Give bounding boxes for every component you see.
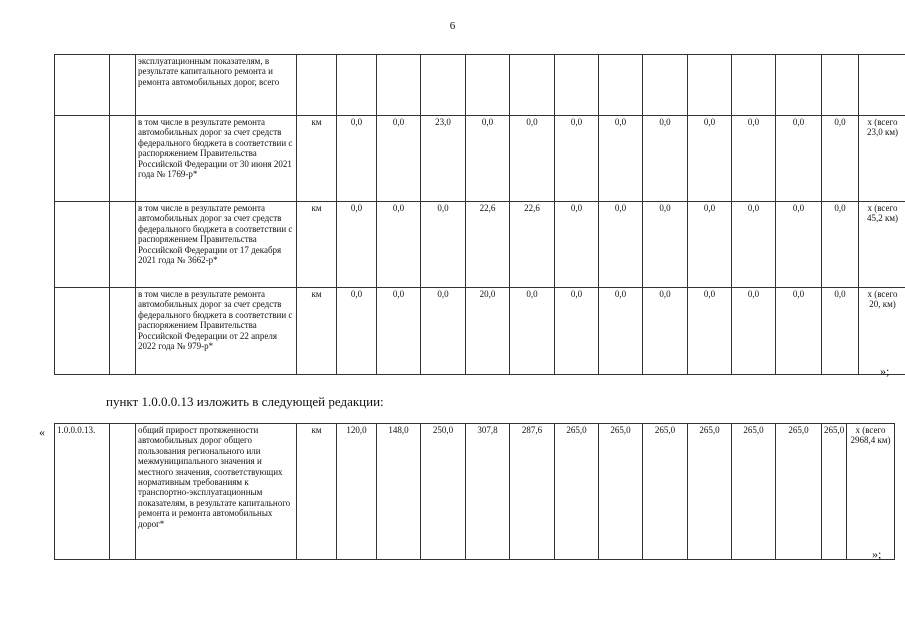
value-cell: 0,0 <box>776 288 822 375</box>
value-cell: 0,0 <box>599 202 643 288</box>
value-cell <box>421 55 466 116</box>
opening-quote: « <box>39 425 45 439</box>
description-cell: общий прирост протяженности автомобильных дорог общего пользования регионального или межмуниципального значения и местного значения, соответствующих нормативным требованиям к транспортно-эксплуатационным показателям, в результате капитального ремонта и ремонта автомобильных дорог* <box>136 424 297 560</box>
unit-cell: км <box>297 202 337 288</box>
value-cell: 0,0 <box>688 202 732 288</box>
unit-cell: км <box>297 288 337 375</box>
value-cell: 0,0 <box>421 288 466 375</box>
value-cell: 0,0 <box>643 288 688 375</box>
value-cell: 0,0 <box>822 288 859 375</box>
spacer-cell <box>110 116 136 202</box>
value-cell: 0,0 <box>421 202 466 288</box>
code-cell <box>55 288 110 375</box>
value-cell: 0,0 <box>688 288 732 375</box>
value-cell <box>643 55 688 116</box>
value-cell <box>337 55 377 116</box>
value-cell: 0,0 <box>732 116 776 202</box>
value-cell: 265,0 <box>822 424 847 560</box>
value-cell: 0,0 <box>643 202 688 288</box>
table-row <box>55 55 905 116</box>
value-cell: 22,6 <box>466 202 510 288</box>
note-cell: х (всего 45,2 км) <box>859 202 905 288</box>
value-cell: 22,6 <box>510 202 555 288</box>
value-cell: 0,0 <box>599 116 643 202</box>
value-cell: 0,0 <box>377 116 421 202</box>
value-cell <box>466 55 510 116</box>
spacer-cell <box>110 55 136 116</box>
value-cell <box>732 55 776 116</box>
description-cell: в том числе в результате ремонта автомобильных дорог за счет средств федерального бюджета в соответствии с распоряжением Правительства Российской Федерации от 22 апреля 2022 года № 979-р* <box>136 288 297 375</box>
value-cell: 265,0 <box>688 424 732 560</box>
note-cell <box>859 55 905 116</box>
value-cell: 307,8 <box>466 424 510 560</box>
value-cell <box>688 55 732 116</box>
unit-cell: км <box>297 116 337 202</box>
value-cell <box>599 55 643 116</box>
closing-quote: »; <box>872 547 882 561</box>
spacer-cell <box>110 288 136 375</box>
note-cell: х (всего 20, км) <box>859 288 905 375</box>
value-cell: 0,0 <box>337 116 377 202</box>
unit-cell: км <box>297 424 337 560</box>
description-cell: эксплуатационным показателям, в результате капитального ремонта и ремонта автомобильных дорог, всего <box>136 55 297 116</box>
value-cell: 0,0 <box>510 116 555 202</box>
code-cell <box>55 202 110 288</box>
amendment-instruction: пункт 1.0.0.0.13 изложить в следующей редакции: <box>106 394 384 409</box>
spacer-cell <box>110 202 136 288</box>
value-cell: 0,0 <box>776 116 822 202</box>
value-cell: 20,0 <box>466 288 510 375</box>
indicator-table-amended <box>54 423 895 560</box>
value-cell: 0,0 <box>377 288 421 375</box>
value-cell <box>555 55 599 116</box>
value-cell <box>776 55 822 116</box>
closing-quote: »; <box>880 364 890 378</box>
value-cell: 120,0 <box>337 424 377 560</box>
value-cell: 0,0 <box>776 202 822 288</box>
value-cell <box>822 55 859 116</box>
value-cell: 0,0 <box>337 202 377 288</box>
description-cell: в том числе в результате ремонта автомобильных дорог за счет средств федерального бюджета в соответствии с распоряжением Правительства Российской Федерации от 30 июня 2021 года № 1769-р* <box>136 116 297 202</box>
code-cell <box>55 116 110 202</box>
value-cell: 0,0 <box>822 116 859 202</box>
value-cell: 0,0 <box>377 202 421 288</box>
value-cell: 0,0 <box>599 288 643 375</box>
indicator-table-continued <box>54 54 905 375</box>
value-cell: 0,0 <box>466 116 510 202</box>
table-row <box>55 288 905 375</box>
value-cell: 0,0 <box>643 116 688 202</box>
value-cell: 265,0 <box>776 424 822 560</box>
value-cell: 250,0 <box>421 424 466 560</box>
value-cell: 23,0 <box>421 116 466 202</box>
value-cell: 0,0 <box>732 202 776 288</box>
value-cell: 287,6 <box>510 424 555 560</box>
code-cell: 1.0.0.0.13. <box>55 424 110 560</box>
table-row <box>55 202 905 288</box>
spacer-cell <box>110 424 136 560</box>
value-cell: 0,0 <box>337 288 377 375</box>
value-cell <box>510 55 555 116</box>
description-cell: в том числе в результате ремонта автомобильных дорог за счет средств федерального бюджета в соответствии с распоряжением Правительства Российской Федерации от 17 декабря 2021 года № 3662-р* <box>136 202 297 288</box>
unit-cell <box>297 55 337 116</box>
table-row <box>55 424 895 560</box>
page-number: 6 <box>449 20 456 32</box>
table-row <box>55 116 905 202</box>
value-cell: 0,0 <box>688 116 732 202</box>
code-cell <box>55 55 110 116</box>
value-cell: 0,0 <box>555 202 599 288</box>
note-cell: х (всего 2968,4 км) <box>847 424 895 560</box>
value-cell: 265,0 <box>599 424 643 560</box>
value-cell: 265,0 <box>732 424 776 560</box>
value-cell: 0,0 <box>555 116 599 202</box>
value-cell: 265,0 <box>555 424 599 560</box>
value-cell: 0,0 <box>555 288 599 375</box>
value-cell: 148,0 <box>377 424 421 560</box>
value-cell: 0,0 <box>822 202 859 288</box>
note-cell: х (всего 23,0 км) <box>859 116 905 202</box>
value-cell: 0,0 <box>510 288 555 375</box>
value-cell: 265,0 <box>643 424 688 560</box>
value-cell <box>377 55 421 116</box>
value-cell: 0,0 <box>732 288 776 375</box>
